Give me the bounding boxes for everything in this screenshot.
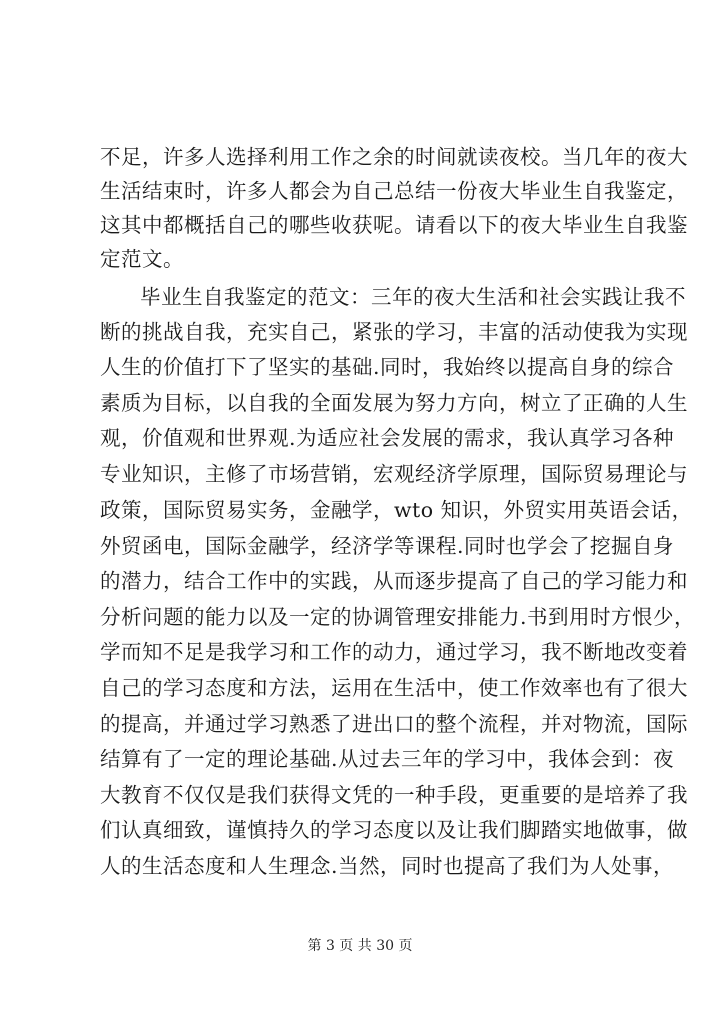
text-line: 分析问题的能力以及一定的协调管理安排能力.书到用时方恨少， <box>100 605 696 629</box>
text-line: 人的生活态度和人生理念.当然，同时也提高了我们为人处事， <box>100 854 675 878</box>
text-line: 的提高，并通过学习熟悉了进出口的整个流程，并对物流，国际 <box>100 712 688 736</box>
page-footer: 第 3 页 共 30 页 <box>307 938 413 954</box>
text-line: 大教育不仅仅是我们获得文凭的一种手段，更重要的是培养了我 <box>100 783 688 807</box>
text-line: 政策，国际贸易实务，金融学，wto 知识，外贸实用英语会话， <box>100 498 693 522</box>
text-line: 生活结束时，许多人都会为自己总结一份夜大毕业生自我鉴定， <box>100 179 688 203</box>
text-line: 人生的价值打下了坚实的基础.同时，我始终以提高自身的综合 <box>100 355 675 379</box>
text-line: 们认真细致，谨慎持久的学习态度以及让我们脚踏实地做事，做 <box>100 818 688 842</box>
text-line: 观，价值观和世界观.为适应社会发展的需求，我认真学习各种 <box>100 426 675 450</box>
text-line: 结算有了一定的理论基础.从过去三年的学习中，我体会到：夜 <box>100 747 675 771</box>
text-line: 这其中都概括自己的哪些收获呢。请看以下的夜大毕业生自我鉴 <box>100 213 688 237</box>
text-line: 自己的学习态度和方法，运用在生活中，使工作效率也有了很大 <box>100 676 688 700</box>
text-line: 毕业生自我鉴定的范文：三年的夜大生活和社会实践让我不 <box>140 285 686 309</box>
text-line: 学而知不足是我学习和工作的动力，通过学习，我不断地改变着 <box>100 640 688 664</box>
text-line: 专业知识，主修了市场营销，宏观经济学原理，国际贸易理论与 <box>100 462 688 486</box>
text-line: 素质为目标，以自我的全面发展为努力方向，树立了正确的人生 <box>100 391 688 415</box>
text-line: 不足，许多人选择利用工作之余的时间就读夜校。当几年的夜大 <box>100 145 688 169</box>
text-line: 的潜力，结合工作中的实践，从而逐步提高了自己的学习能力和 <box>100 569 688 593</box>
text-line: 外贸函电，国际金融学，经济学等课程.同时也学会了挖掘自身 <box>100 534 675 558</box>
text-line: 定范文。 <box>100 247 184 271</box>
text-line: 断的挑战自我，充实自己，紧张的学习，丰富的活动使我为实现 <box>100 320 688 344</box>
